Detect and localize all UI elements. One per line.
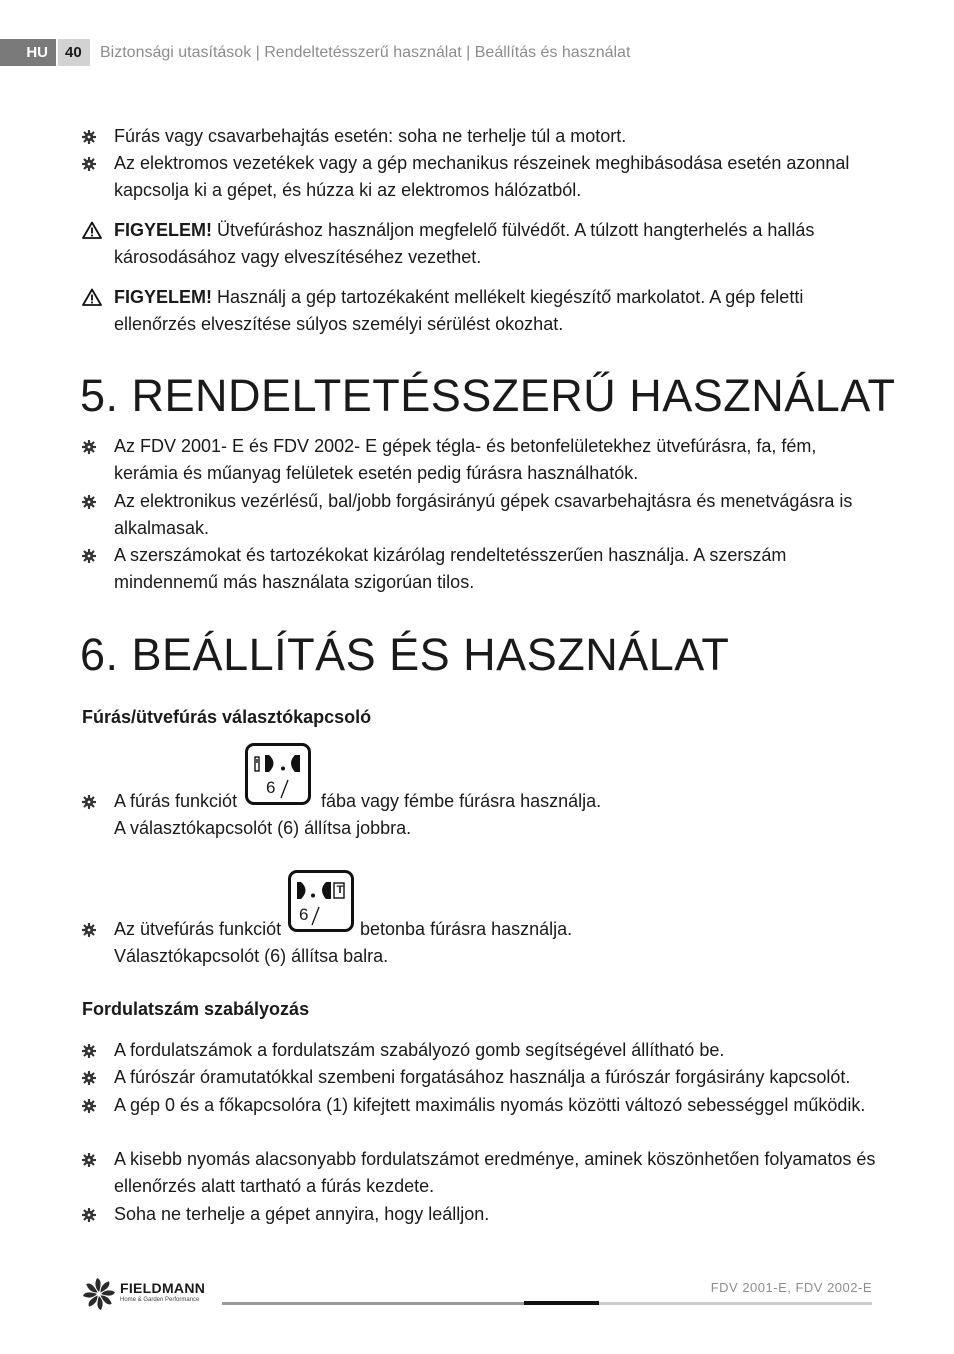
gear-bullet-icon bbox=[82, 1099, 96, 1113]
warning-text: Használj a gép tartozékaként mellékelt kiegészítő markolatot. A gép feletti ellenőrzés elveszítése súlyos személyi sérülést okozhat. bbox=[114, 287, 804, 334]
hammer-mode-icon bbox=[288, 870, 354, 932]
list-item-text: A szerszámokat és tartozékokat kizárólag rendeltetésszerűen használja. A szerszám mindennemű más használata szigorúan tilos. bbox=[114, 545, 787, 592]
footer-divider bbox=[599, 1302, 872, 1305]
list-item bbox=[82, 1146, 882, 1200]
list-item bbox=[82, 1064, 882, 1091]
subheading-speed: Fordulatszám szabályozás bbox=[82, 999, 310, 1019]
gear-bullet-icon bbox=[82, 440, 96, 454]
list-item bbox=[82, 433, 882, 487]
breadcrumb: Biztonsági utasítások | Rendeltetésszerű használat | Beállítás és használat bbox=[100, 44, 631, 61]
gear-bullet-icon bbox=[82, 795, 96, 809]
gear-bullet-icon bbox=[82, 495, 96, 509]
list-item bbox=[82, 150, 882, 204]
gear-bullet-icon bbox=[82, 130, 96, 144]
brand-name: FIELDMANN bbox=[120, 1280, 206, 1296]
gear-bullet-icon bbox=[82, 157, 96, 171]
list-item bbox=[82, 1201, 882, 1228]
list-item-text: Az FDV 2001- E és FDV 2002- E gépek tégla- és betonfelületekhez ütvefúrásra, fa, fém, kerámia és műanyag felületek esetén pedig fúrásra használhatók. bbox=[114, 436, 817, 483]
language-label: HU bbox=[26, 44, 48, 61]
hammer-text-after: betonba fúrásra használja. bbox=[360, 919, 573, 939]
language-tab bbox=[0, 39, 56, 66]
list-item bbox=[82, 488, 882, 542]
footer-divider-accent bbox=[524, 1301, 599, 1305]
section-6-title: 6. BEÁLLÍTÁS ÉS HASZNÁLAT bbox=[80, 629, 730, 680]
hammer-icon-letter: T bbox=[336, 884, 344, 896]
footer-divider bbox=[222, 1302, 524, 1305]
warning-note bbox=[82, 217, 882, 271]
subheading-switch: Fúrás/ütvefúrás választókapcsoló bbox=[82, 707, 372, 727]
warning-text: Ütvefúráshoz használjon megfelelő fülvédőt. A túlzott hangterhelés a hallás károsodásához vagy elveszítéséhez vezethet. bbox=[114, 220, 815, 267]
list-item bbox=[82, 542, 882, 596]
list-item-text: Soha ne terhelje a gépet annyira, hogy leálljon. bbox=[114, 1204, 490, 1224]
gear-bullet-icon bbox=[82, 1044, 96, 1058]
warning-note bbox=[82, 284, 882, 338]
drill-text-line2: A választókapcsolót (6) állítsa jobbra. bbox=[114, 818, 412, 838]
list-item-text: Az elektromos vezetékek vagy a gép mechanikus részeinek meghibásodása esetén azonnal kapcsolja ki a gépet, és húzza ki az elektromos hálózatból. bbox=[114, 153, 850, 200]
warning-triangle-icon bbox=[82, 288, 102, 306]
list-item-text: A gép 0 és a főkapcsolóra (1) kifejtett maximális nyomás közötti változó sebességgel működik. bbox=[114, 1095, 866, 1115]
list-item-text: Az elektronikus vezérlésű, bal/jobb forgásirányú gépek csavarbehajtásra és menetvágásra is alkalmasak. bbox=[114, 491, 853, 538]
gear-bullet-icon bbox=[82, 1071, 96, 1085]
page-header bbox=[0, 39, 954, 66]
model-number: FDV 2001-E, FDV 2002-E bbox=[710, 1280, 872, 1295]
section-5-title: 5. RENDELTETÉSSZERŰ HASZNÁLAT bbox=[80, 370, 896, 421]
drill-text-after: fába vagy fémbe fúrásra használja. bbox=[321, 791, 602, 811]
brand-tagline: Home & Garden Performance bbox=[120, 1297, 200, 1303]
drill-icon-number: 6 bbox=[266, 778, 276, 797]
list-item-text: A kisebb nyomás alacsonyabb fordulatszámot eredménye, aminek köszönhetően folyamatos és ellenőrzés alatt tartható a fúrás kezdete. bbox=[114, 1149, 876, 1196]
list-item bbox=[82, 123, 882, 150]
hammer-text-before: Az ütvefúrás funkciót bbox=[114, 919, 282, 939]
warning-triangle-icon bbox=[82, 221, 102, 239]
hammer-icon-number: 6 bbox=[299, 905, 309, 924]
gear-bullet-icon bbox=[82, 549, 96, 563]
list-item-text: A fordulatszámok a fordulatszám szabályozó gomb segítségével állítható be. bbox=[114, 1040, 725, 1060]
hammer-text-line2: Választókapcsolót (6) állítsa balra. bbox=[114, 946, 389, 966]
list-item bbox=[82, 1092, 882, 1119]
list-item-text: Fúrás vagy csavarbehajtás esetén: soha ne terhelje túl a motort. bbox=[114, 126, 627, 146]
fieldmann-flower-icon bbox=[82, 1277, 116, 1311]
gear-bullet-icon bbox=[82, 1208, 96, 1222]
gear-bullet-icon bbox=[82, 923, 96, 937]
drill-mode-icon bbox=[245, 743, 311, 805]
page-number: 40 bbox=[65, 44, 82, 61]
gear-bullet-icon bbox=[82, 1153, 96, 1167]
drill-text-before: A fúrás funkciót bbox=[114, 791, 238, 811]
warning-label: FIGYELEM! bbox=[114, 287, 212, 307]
warning-label: FIGYELEM! bbox=[114, 220, 212, 240]
list-item bbox=[82, 1037, 882, 1064]
page-number-box bbox=[58, 39, 90, 66]
list-item-text: A fúrószár óramutatókkal szembeni forgatásához használja a fúrószár forgásirány kapcsolót. bbox=[114, 1067, 851, 1087]
